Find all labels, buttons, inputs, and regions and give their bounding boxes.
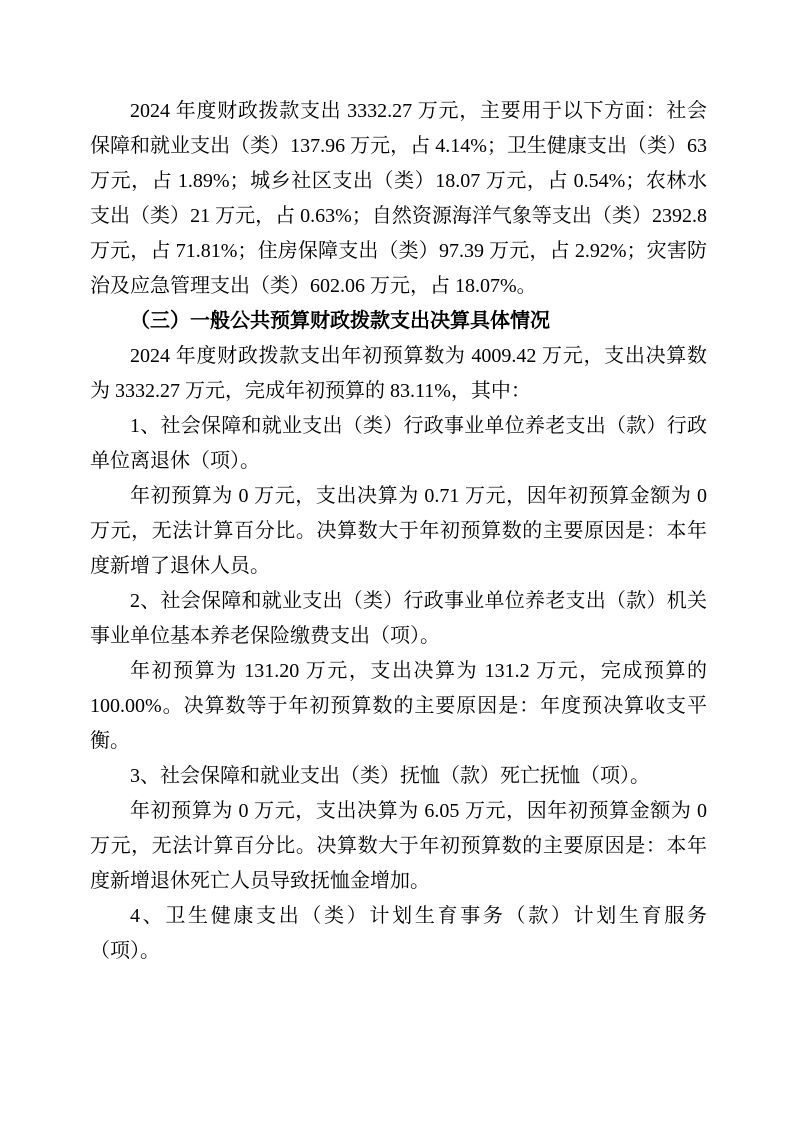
paragraph: 1、社会保障和就业支出（类）行政事业单位养老支出（款）行政单位离退休（项）。: [90, 415, 707, 472]
paragraph: 4、卫生健康支出（类）计划生育事务（款）计划生育服务（项）。: [90, 905, 707, 962]
paragraph: 2024 年度财政拨款支出年初预算数为 4009.42 万元，支出决算数为 3332.27 万元，完成年初预算的 83.11%，其中：: [90, 345, 707, 402]
paragraph: 年初预算为 0 万元，支出决算为 6.05 万元，因年初预算金额为 0 万元，无法计算百分比。决算数大于年初预算数的主要原因是：本年度新增退休死亡人员导致抚恤金增加。: [90, 800, 707, 892]
paragraph: 2024 年度财政拨款支出 3332.27 万元，主要用于以下方面：社会保障和就业支出（类）137.96 万元，占 4.14%；卫生健康支出（类）63 万元，占 1.89%；城乡社区支出（类）18.07 万元，占 0.54%；农林水支出（类）21 万元，占 0.63%；自然资源海洋气象等支出（类）2392.8 万元，占 71.81%；住房保障支出（类）97.39 万元，占 2.92%；灾害防治及应急管理支出（类）602.06 万元，占 18.07%。: [90, 100, 707, 297]
document-content: [90, 94, 707, 969]
paragraph: 2、社会保障和就业支出（类）行政事业单位养老支出（款）机关事业单位基本养老保险缴费支出（项）。: [90, 590, 707, 647]
paragraph: 年初预算为 0 万元，支出决算为 0.71 万元，因年初预算金额为 0 万元，无法计算百分比。决算数大于年初预算数的主要原因是：本年度新增了退休人员。: [90, 485, 707, 577]
paragraph: 年初预算为 131.20 万元，支出决算为 131.2 万元，完成预算的 100.00%。决算数等于年初预算数的主要原因是：年度预决算收支平衡。: [90, 660, 707, 752]
section-heading: （三）一般公共预算财政拨款支出决算具体情况: [130, 310, 550, 332]
paragraph: 3、社会保障和就业支出（类）抚恤（款）死亡抚恤（项）。: [130, 765, 650, 787]
